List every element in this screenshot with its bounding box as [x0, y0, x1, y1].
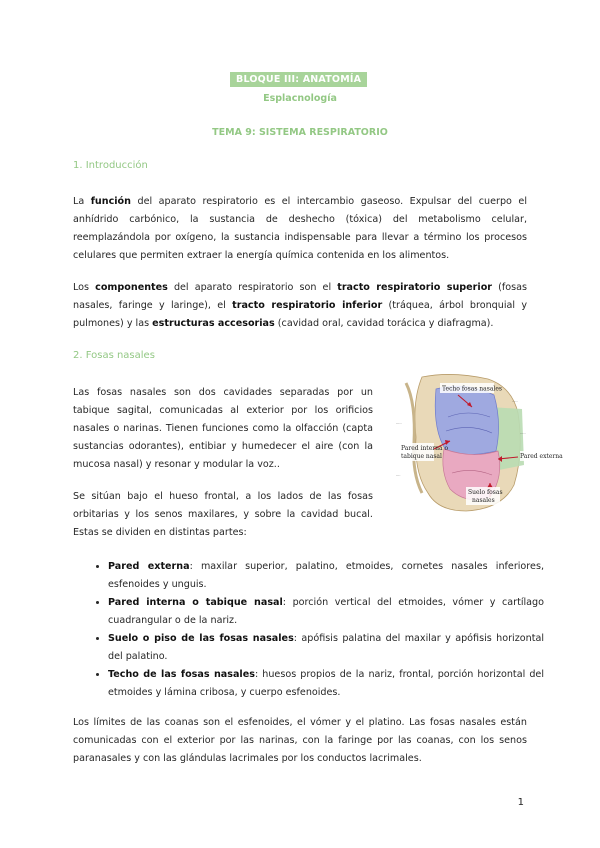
section-heading-introduccion: 1. Introducción	[73, 160, 148, 171]
partes-list	[92, 558, 544, 702]
nasal-cavity-diagram	[392, 373, 563, 513]
topic-title: TEMA 9: SISTEMA RESPIRATORIO	[212, 127, 388, 138]
paragraph-situacion: Se sitúan bajo el hueso frontal, a los lados de las fosas orbitarias y los senos maxilares, y sobre la cavidad bucal. Estas se dividen en distintas partes:	[73, 491, 373, 538]
nasal-cavity-illustration	[392, 373, 563, 513]
figure-label-techo: Techo fosas nasales	[442, 385, 502, 393]
figure-label-suelo-2: nasales	[472, 497, 495, 504]
figure-label-suelo: Suelo fosas	[468, 489, 503, 496]
list-item: • Techo de las fosas nasales: huesos propios de la nariz, frontal, porción horizontal del etmoides y lámina cribosa, y cuerpo esfenoides.	[108, 666, 544, 702]
list-item: • Pared externa: maxilar superior, palatino, etmoides, cornetes nasales inferiores, esfenoides y unguis.	[108, 558, 544, 594]
subject-subtitle: Esplacnología	[263, 93, 337, 104]
figure-label-tabique-2: tabique nasal	[401, 453, 442, 460]
svg-text:·····: ·····	[396, 422, 402, 426]
paragraph-componentes: Los componentes del aparato respiratorio son el tracto respiratorio superior (fosas nasales, faringe y laringe), el tracto respiratorio inferior (tráquea, árbol bronquial y pulmones) y las estructuras accesorias (cavidad oral, cavidad torácica y diafragma).	[73, 282, 528, 329]
paragraph-funcion: La función del aparato respiratorio es el intercambio gaseoso. Expulsar del cuerpo el anhídrido carbónico, la sustancia de deshecho (tóxica) del metabolismo celular, reemplazándola por oxígeno, la sustancia indispensable para llevar a término los procesos celulares que permiten extraer la energía química contenida en los alimentos.	[73, 196, 527, 261]
list-item: • Pared interna o tabique nasal: porción vertical del etmoides, vómer y cartílago cuadrangular o de la nariz.	[108, 594, 544, 630]
paragraph-limites-coanas: Los límites de las coanas son el esfenoides, el vómer y el platino. Las fosas nasales están comunicadas con el exterior por las narinas, con la faringe por las coanas, con los senos paranasales y con las glándulas lacrimales por los conductos lacrimales.	[73, 717, 527, 764]
block-title: BLOQUE III: ANATOMÍA	[230, 72, 367, 87]
svg-text:·····: ·····	[520, 432, 526, 436]
paragraph-fosas-descripcion: Las fosas nasales son dos cavidades separadas por un tabique sagital, comunicadas al exterior por los orificios nasales o narinas. Tienen funciones como la olfacción (capta sustancias odorantes), entibiar y humedecer el aire (con la mucosa nasal) y resonar y modular la voz..	[73, 387, 373, 470]
svg-text:····: ····	[396, 474, 401, 478]
page-number: 1	[517, 797, 524, 808]
section-heading-fosas-nasales: 2. Fosas nasales	[73, 350, 155, 361]
list-item: • Suelo o piso de las fosas nasales: apófisis palatina del maxilar y apófisis horizontal del palatino.	[108, 630, 544, 666]
figure-label-tabique: Pared interna o	[401, 445, 449, 452]
figure-label-pared-externa: Pared externa	[520, 453, 563, 460]
svg-text:·····: ·····	[512, 400, 518, 404]
